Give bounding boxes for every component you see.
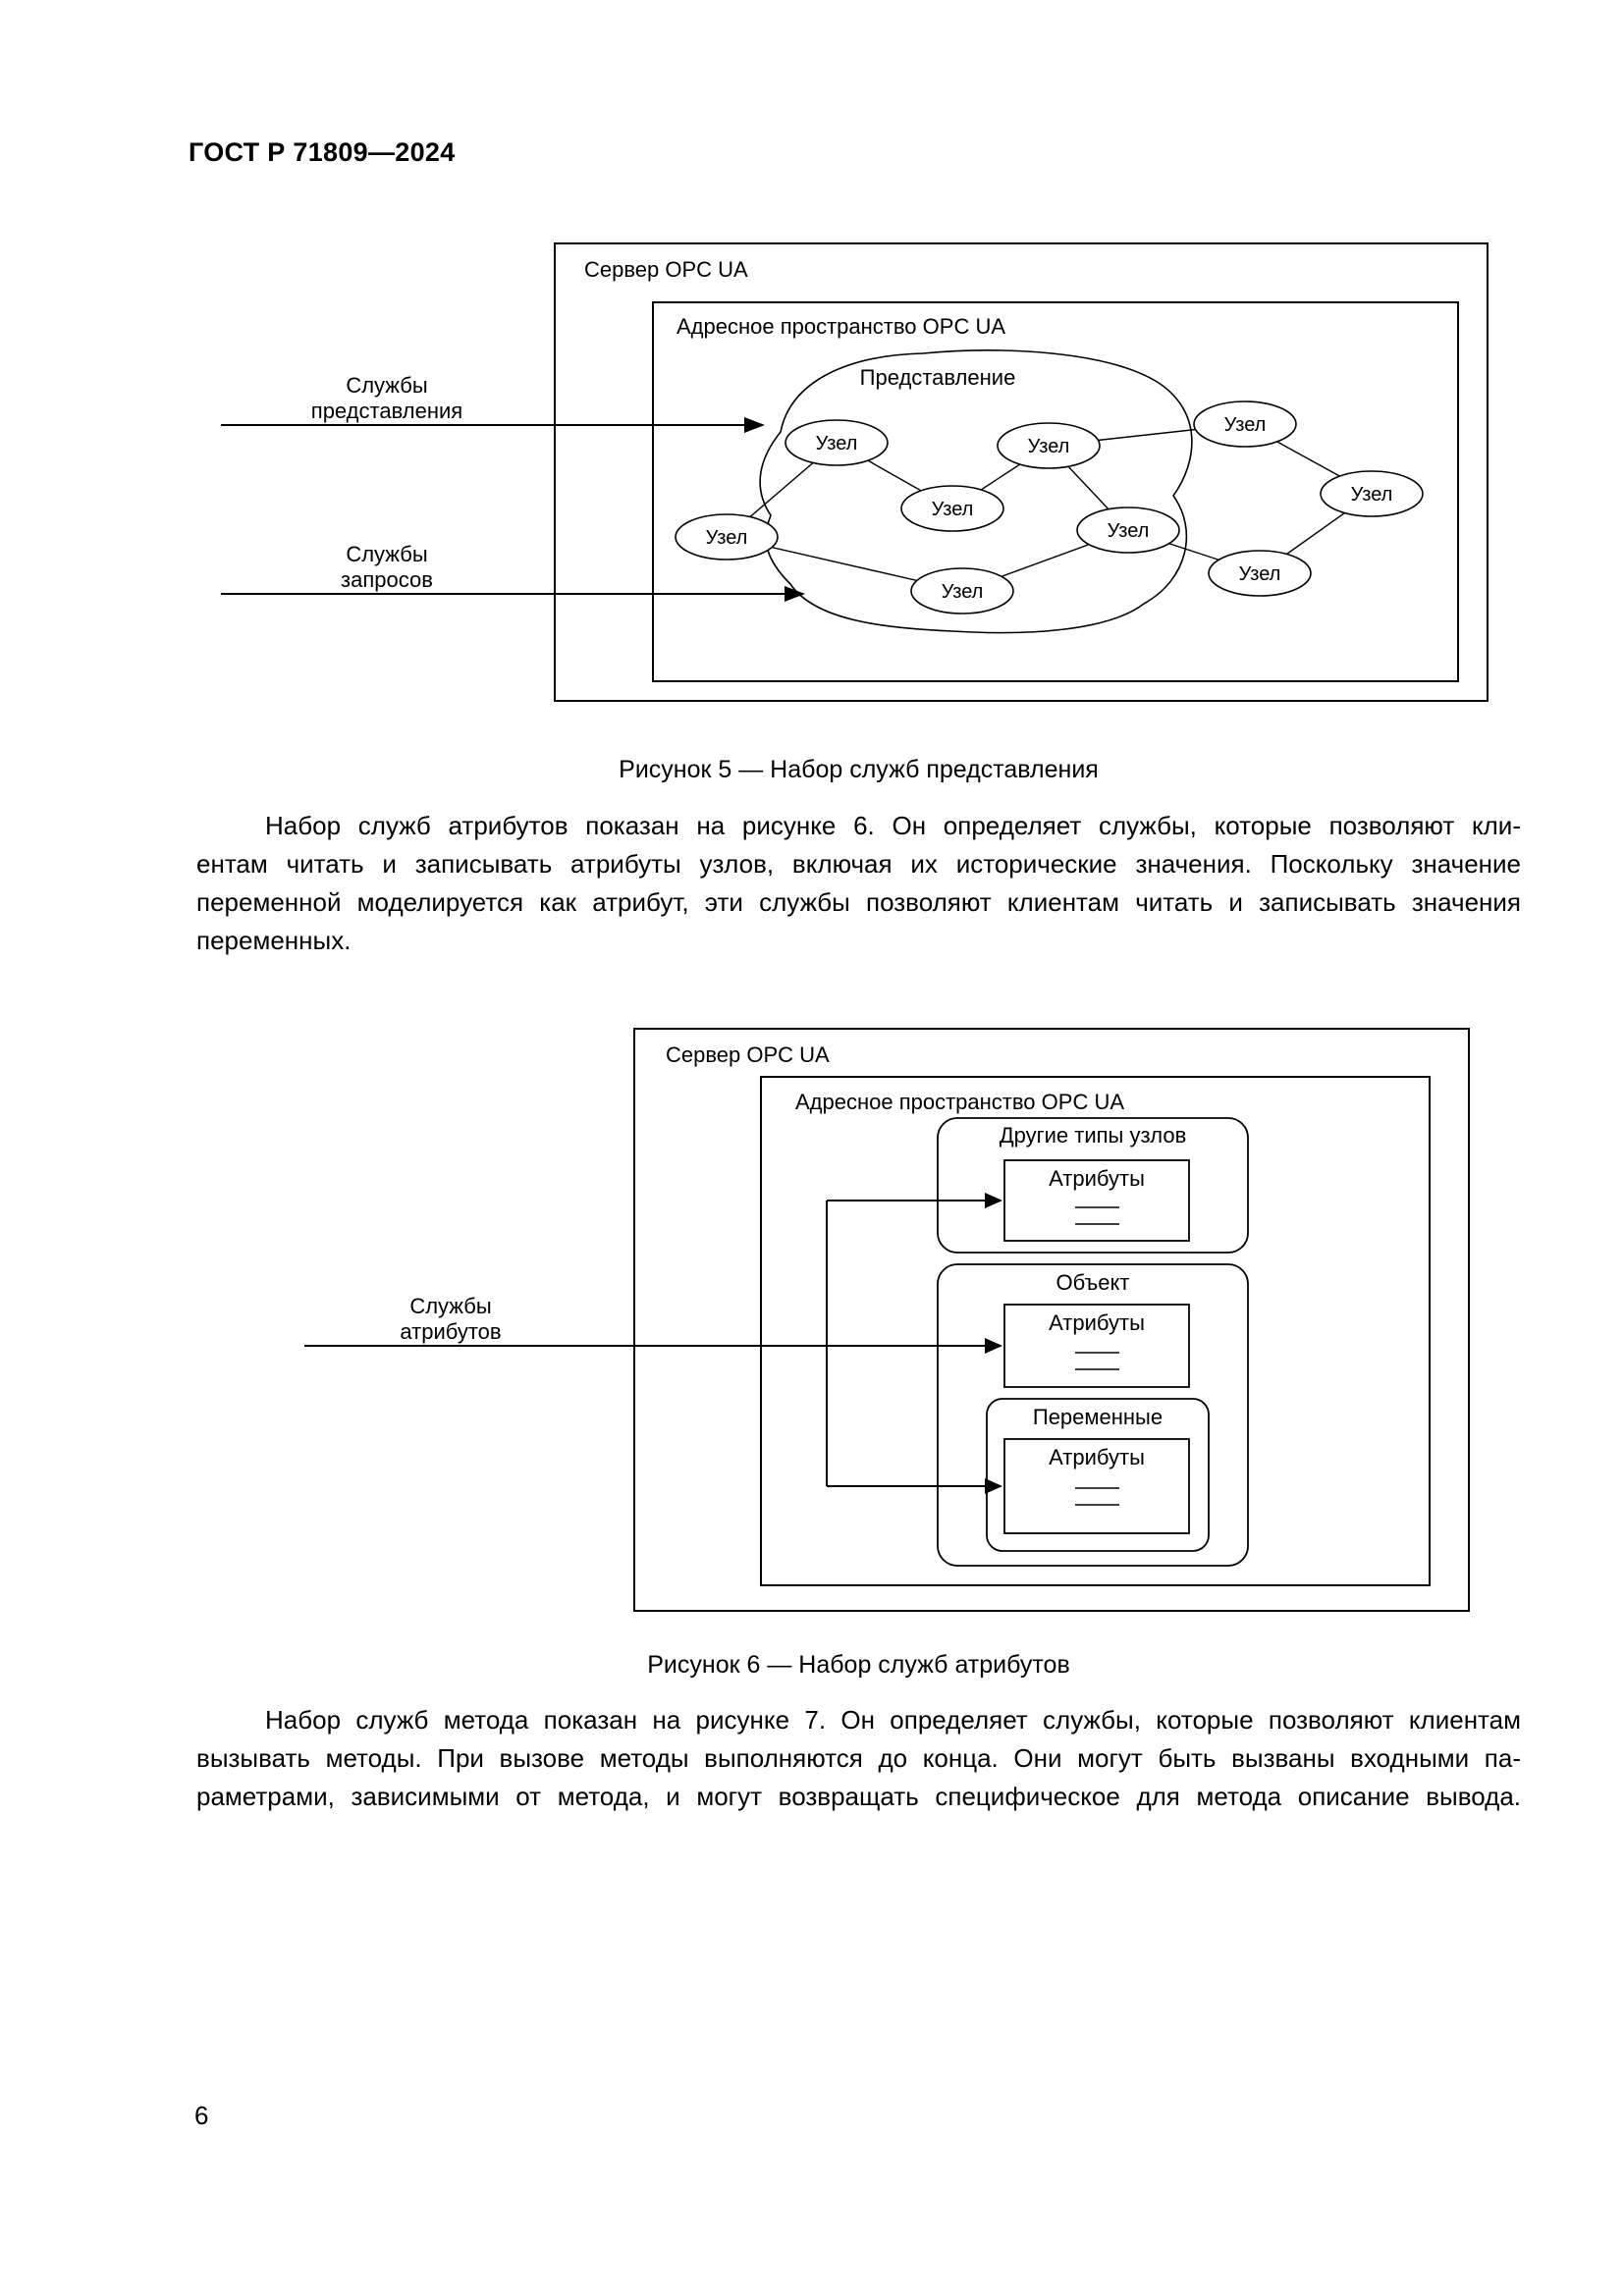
figure5-view-label: Представление <box>859 365 1016 390</box>
figure5-caption: Рисунок 5 — Набор служб представления <box>619 756 1099 783</box>
attribute-services-label-line1: Службы <box>409 1294 492 1318</box>
variables-label: Переменные <box>1032 1405 1164 1429</box>
figure6-address-space-label: Адресное пространство OPC UA <box>795 1090 1125 1114</box>
figure5-node-label: Узел <box>1223 414 1267 436</box>
figure6-caption: Рисунок 6 — Набор служб атрибутов <box>647 1651 1070 1679</box>
figure5-node-label: Узел <box>815 433 858 454</box>
figure6-server-label: Сервер OPC UA <box>666 1042 830 1067</box>
attributes-label-1: Атрибуты <box>1049 1166 1145 1191</box>
query-services-label-line2: запросов <box>341 567 433 592</box>
figure5-server-label: Сервер OPC UA <box>584 257 748 282</box>
query-services-label-line1: Службы <box>346 542 428 566</box>
paragraph-line: Набор служб атрибутов показан на рисунке 6. Он определяет службы, которые позволяют кли- <box>265 811 1521 840</box>
paragraph-line: переменной моделируется как атрибут, эти службы позволяют клиентам читать и записывать значения <box>196 887 1521 917</box>
figure5-address-space-label: Адресное пространство OPC UA <box>677 314 1006 339</box>
figure5-diagram <box>177 236 1502 717</box>
attribute-services-label-line2: атрибутов <box>400 1319 502 1344</box>
other-node-types-label: Другие типы узлов <box>999 1123 1187 1148</box>
figure5-node-label: Узел <box>1027 436 1070 457</box>
view-services-label-line2: представления <box>310 399 463 423</box>
document-header: ГОСТ Р 71809—2024 <box>189 137 456 167</box>
paragraph-line: Набор служб метода показан на рисунке 7. Он определяет службы, которые позволяют клиентам <box>265 1705 1521 1735</box>
figure6-diagram <box>245 1021 1483 1622</box>
paragraph-attribute-services <box>196 807 1521 960</box>
object-label: Объект <box>1056 1270 1130 1295</box>
figure5-node-label: Узел <box>705 527 748 549</box>
attributes-label-3: Атрибуты <box>1049 1445 1145 1469</box>
view-services-label-line1: Службы <box>346 373 428 398</box>
figure5-node-label: Узел <box>931 499 974 520</box>
paragraph-line: переменных. <box>196 926 352 955</box>
figure5-node-label: Узел <box>1238 563 1281 585</box>
figure5-node-label: Узел <box>1350 484 1393 506</box>
paragraph-method-services <box>196 1701 1521 1816</box>
figure5-node-label: Узел <box>1107 520 1150 542</box>
attributes-label-2: Атрибуты <box>1049 1310 1145 1335</box>
page-number: 6 <box>194 2101 209 2130</box>
paragraph-line: раметрами, зависимыми от метода, и могут возвращать специфическое для метода описание вывода. <box>196 1782 1521 1811</box>
paragraph-line: ентам читать и записывать атрибуты узлов, включая их исторические значения. Поскольку значение <box>196 849 1521 879</box>
paragraph-line: вызывать методы. При вызове методы выполняются до конца. Они могут быть вызваны входными па- <box>196 1743 1521 1773</box>
figure5-node-label: Узел <box>941 581 984 603</box>
